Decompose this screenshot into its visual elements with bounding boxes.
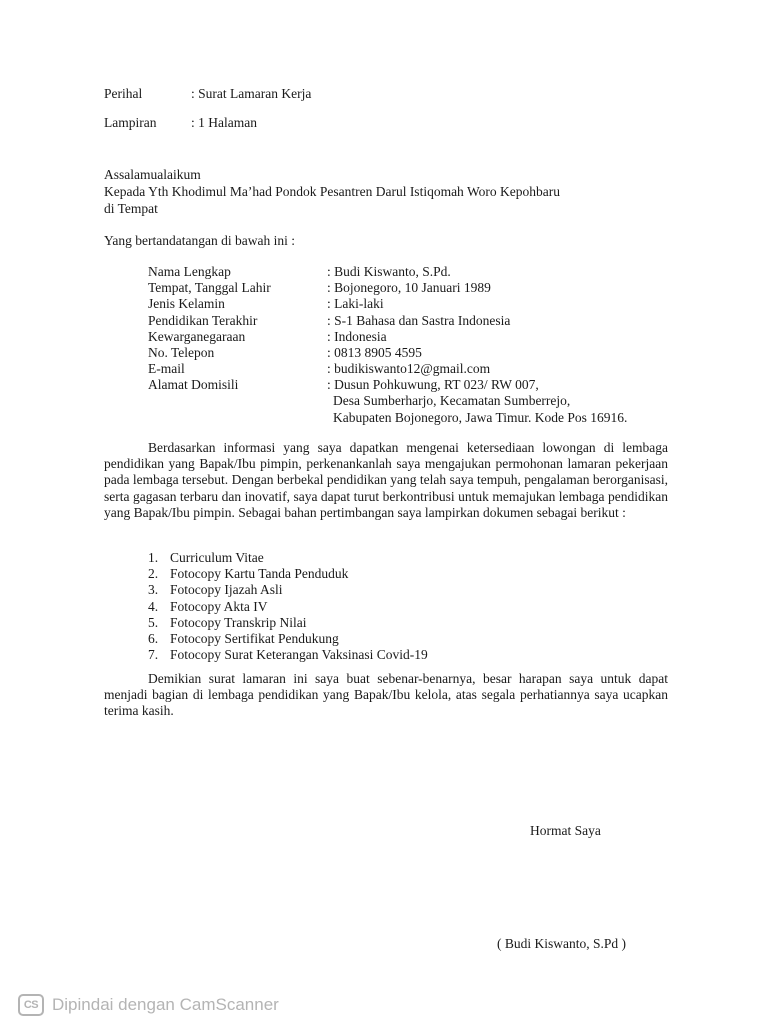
- info-label-phone: No. Telepon: [148, 345, 215, 360]
- info-value-name: : Budi Kiswanto, S.Pd.: [327, 264, 451, 279]
- closing-paragraph: Demikian surat lamaran ini saya buat sebenar-benarnya, besar harapan saya untuk dapat menjadi bagian di lembaga pendidikan yang Bapak/Ibu kelola, atas segala perhatiannya saya ucapkan terima kasih.: [104, 671, 668, 719]
- info-label-email: E-mail: [148, 361, 185, 376]
- salam: Assalamualaikum: [104, 167, 201, 182]
- list-item: 3. Fotocopy Ijazah Asli: [148, 582, 283, 598]
- info-value-birth: : Bojonegoro, 10 Januari 1989: [327, 280, 491, 295]
- perihal-label: Perihal: [104, 86, 143, 101]
- info-value-nationality: : Indonesia: [327, 329, 387, 344]
- info-value-phone: : 0813 8905 4595: [327, 345, 422, 360]
- camscanner-logo-icon: CS: [18, 994, 44, 1016]
- info-label-address: Alamat Domisili: [148, 377, 239, 392]
- signature-greeting: Hormat Saya: [530, 823, 601, 838]
- list-item: 6. Fotocopy Sertifikat Pendukung: [148, 630, 339, 646]
- info-value-gender: : Laki-laki: [327, 296, 384, 311]
- list-item: 2. Fotocopy Kartu Tanda Penduduk: [148, 566, 349, 582]
- attachment-list: [148, 550, 428, 663]
- list-item: 1. Curriculum Vitae: [148, 550, 264, 565]
- info-label-name: Nama Lengkap: [148, 264, 231, 279]
- signature-name: ( Budi Kiswanto, S.Pd ): [497, 936, 627, 951]
- recipient: Kepada Yth Khodimul Ma’had Pondok Pesantren Darul Istiqomah Woro Kepohbaru: [104, 184, 560, 199]
- info-value-email: : budikiswanto12@gmail.com: [327, 361, 491, 376]
- info-value-address: : Dusun Pohkuwung, RT 023/ RW 007,: [327, 377, 539, 392]
- info-value-address-line-2: Desa Sumberharjo, Kecamatan Sumberrejo,: [333, 393, 571, 408]
- lampiran-label: Lampiran: [104, 115, 157, 130]
- list-item: 7. Fotocopy Surat Keterangan Vaksinasi Covid-19: [148, 647, 428, 663]
- info-value-education: : S-1 Bahasa dan Sastra Indonesia: [327, 313, 511, 328]
- camscanner-watermark: [18, 992, 279, 1018]
- list-item: 5. Fotocopy Transkrip Nilai: [148, 614, 307, 630]
- recipient-place: di Tempat: [104, 201, 158, 216]
- info-label-gender: Jenis Kelamin: [148, 296, 225, 311]
- perihal-value: : Surat Lamaran Kerja: [191, 86, 312, 101]
- list-item: 4. Fotocopy Akta IV: [148, 598, 268, 614]
- body-paragraph: Berdasarkan informasi yang saya dapatkan mengenai ketersediaan lowongan di lembaga pendidikan yang Bapak/Ibu pimpin, perkenankanlah saya mengajukan permohonan lamaran pekerjaan pada lembaga tersebut. Dengan berbekal pendidikan yang telah saya tempuh, pengalaman berorganisasi, serta gagasan terbaru dan inovatif, saya dapat turut berkontribusi untuk memajukan lembaga pendidikan yang Bapak/Ibu pimpin. Sebagai bahan pertimbangan saya lampirkan dokumen sebagai berikut :: [104, 440, 668, 520]
- info-value-address-line-3: Kabupaten Bojonegoro, Jawa Timur. Kode Pos 16916.: [333, 410, 628, 425]
- intro-text: Yang bertandatangan di bawah ini :: [104, 233, 295, 248]
- lampiran-value: : 1 Halaman: [191, 115, 257, 130]
- info-label-birth: Tempat, Tanggal Lahir: [148, 280, 271, 295]
- info-label-education: Pendidikan Terakhir: [148, 313, 258, 328]
- watermark-text: Dipindai dengan CamScanner: [52, 995, 279, 1014]
- info-label-nationality: Kewarganegaraan: [148, 329, 246, 344]
